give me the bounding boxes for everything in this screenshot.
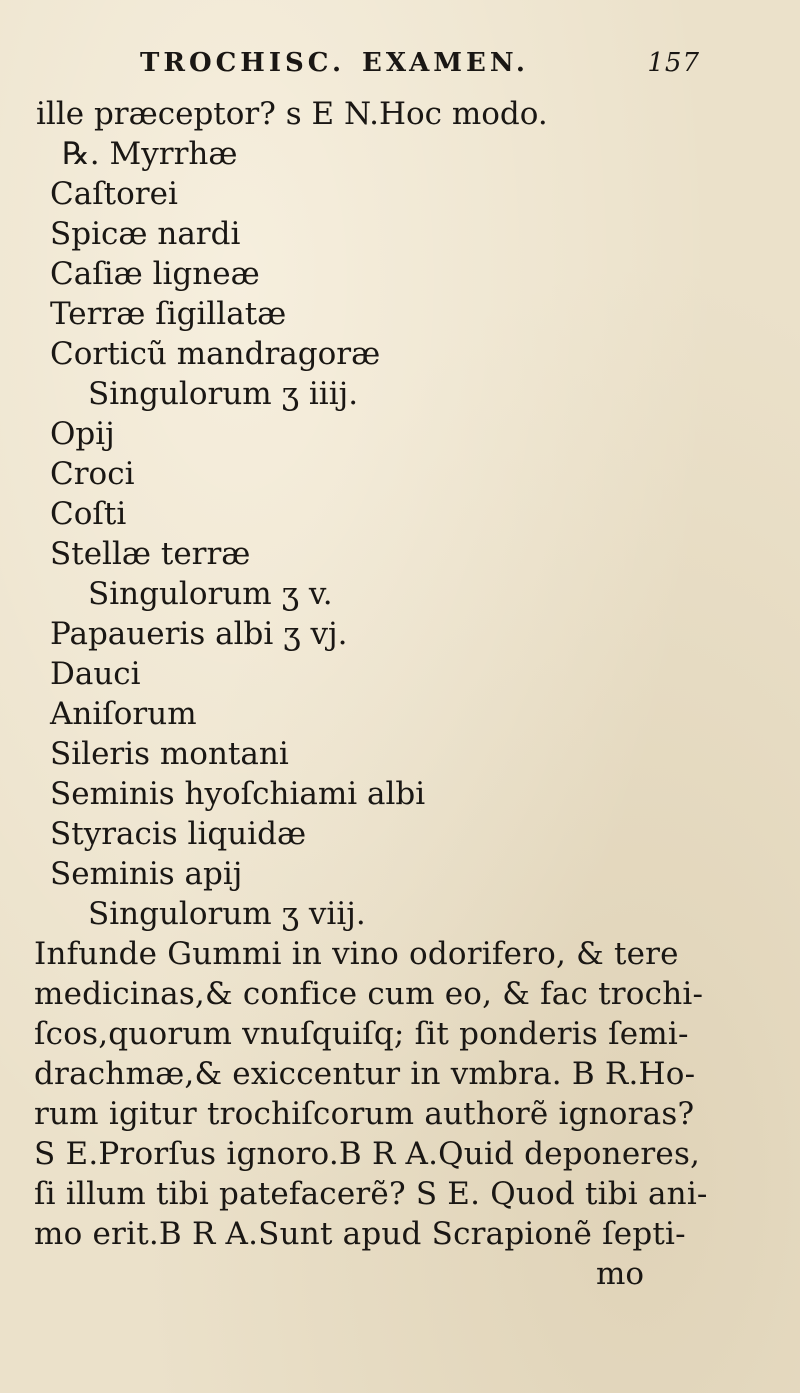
ingredient-line: Opij [50, 416, 115, 452]
ingredient-line: Styracis liquidæ [50, 816, 307, 852]
paragraph-line: mo erit.B R A.Sunt apud Scrapionẽ ſepti- [34, 1216, 686, 1252]
ingredient-line: Papaueris albi ʒ vj. [50, 616, 348, 652]
paragraph-line: ſi illum tibi patefacerẽ? S E. Quod tibi ani- [34, 1176, 708, 1212]
ingredient-line: Seminis hyoſchiami albi [50, 776, 426, 812]
ingredient-line: Croci [50, 456, 135, 492]
catchword: mo [596, 1256, 645, 1292]
paragraph-line: ſcos,quorum vnuſquiſq; ſit ponderis ſemi- [34, 1016, 689, 1052]
page-number: 157 [647, 48, 700, 78]
ingredient-line: Caſtorei [50, 176, 178, 212]
ingredient-line: Coſti [50, 496, 127, 532]
ingredient-line: Sileris montani [50, 736, 289, 772]
recipe-line: ℞. Myrrhæ [62, 136, 238, 172]
dosage-line: Singulorum ʒ v. [88, 576, 333, 612]
ingredient-line: Seminis apij [50, 856, 243, 892]
dosage-line: Singulorum ʒ viij. [88, 896, 366, 932]
ingredient-line: Corticũ mandragoræ [50, 336, 381, 372]
ingredient-line: Spicæ nardi [50, 216, 241, 252]
running-title-2: EXAMEN. [362, 48, 529, 78]
running-title: TROCHISC. [140, 48, 346, 78]
paragraph-line: rum igitur trochiſcorum authorẽ ignoras? [34, 1096, 695, 1132]
dosage-line: Singulorum ʒ iiij. [88, 376, 359, 412]
ingredient-line: Terræ ſigillatæ [50, 296, 287, 332]
paragraph-line: Infunde Gummi in vino odorifero, & tere [34, 936, 679, 972]
paragraph-line: medicinas,& confice cum eo, & fac trochi- [34, 976, 704, 1012]
paragraph-line: S E.Prorſus ignoro.B R A.Quid deponeres, [34, 1136, 701, 1172]
ingredient-line: Stellæ terræ [50, 536, 251, 572]
ingredient-line: Aniſorum [50, 696, 197, 732]
paragraph-line: drachmæ,& exiccentur in vmbra. B R.Ho- [34, 1056, 696, 1092]
running-header [140, 48, 700, 88]
ingredient-line: Dauci [50, 656, 141, 692]
text-line: ille præceptor? s E N.Hoc modo. [36, 96, 548, 132]
ingredient-line: Caſiæ ligneæ [50, 256, 260, 292]
